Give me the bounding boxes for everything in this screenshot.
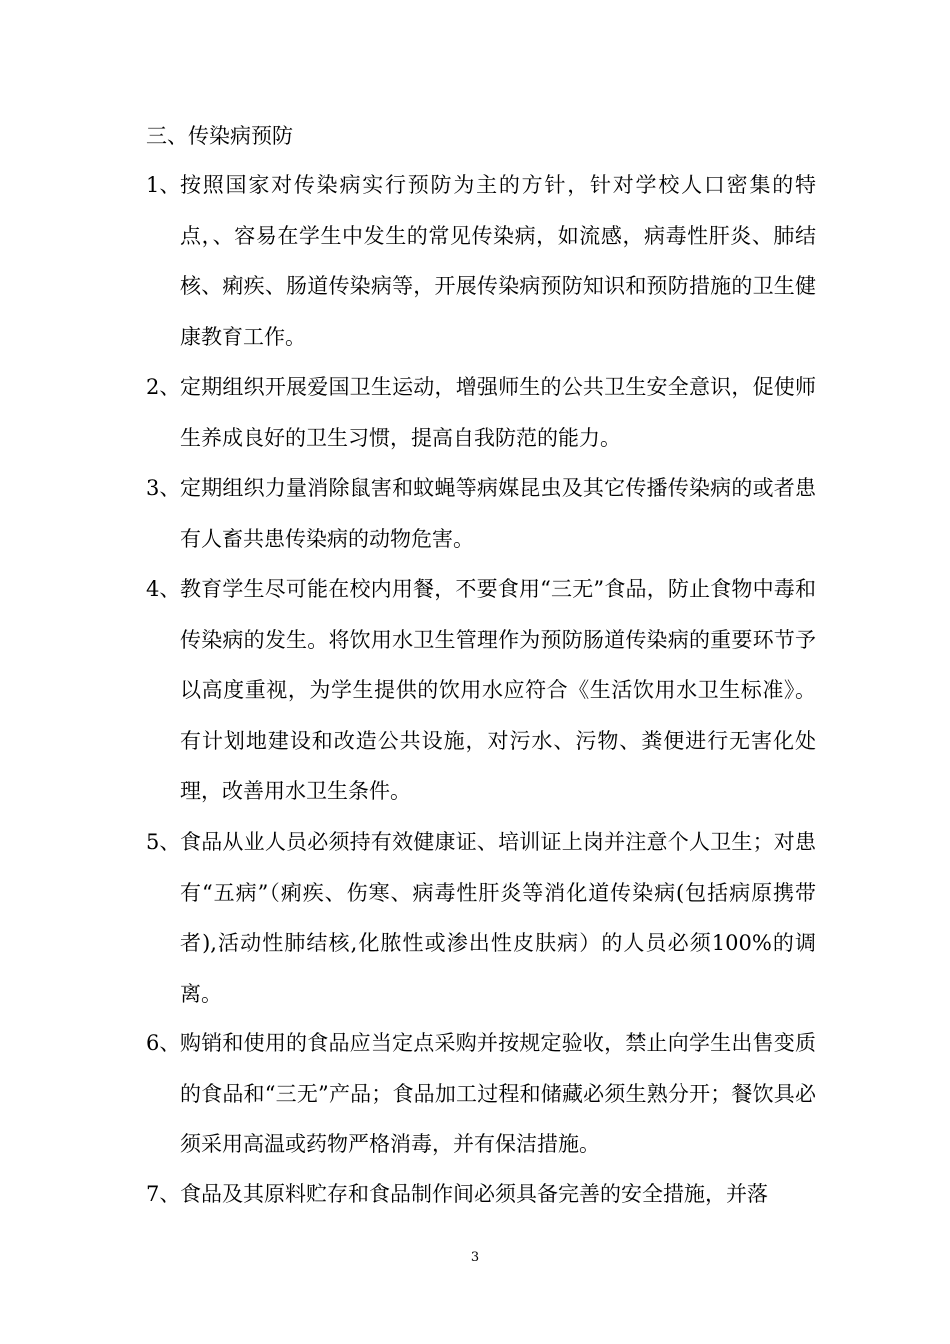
- list-item-number: 2、: [146, 375, 181, 399]
- list-item-number: 4、: [146, 577, 181, 601]
- list-item-text: 食品从业人员必须持有效健康证、培训证上岗并注意个人卫生；对患有“五病”（痢疾、伤寒、病毒性肝炎等消化道传染病(包括病原携带者),活动性肺结核,化脓性或渗出性皮肤病）的人员必须100%的调离。: [180, 830, 816, 1006]
- list-item-7: [146, 1169, 816, 1220]
- list-item-text: 定期组织力量消除鼠害和蚊蝇等病媒昆虫及其它传播传染病的或者患有人畜共患传染病的动物危害。: [180, 476, 816, 551]
- list-item-text: 按照国家对传染病实行预防为主的方针，针对学校人口密集的特点，、容易在学生中发生的常见传染病，如流感，病毒性肝炎、肺结核、痢疾、肠道传染病等，开展传染病预防知识和预防措施的卫生健康教育工作。: [180, 173, 816, 349]
- list-item-text: 定期组织开展爱国卫生运动，增强师生的公共卫生安全意识，促使师生养成良好的卫生习惯，提高自我防范的能力。: [180, 375, 816, 450]
- list-item-text: 购销和使用的食品应当定点采购并按规定验收，禁止向学生出售变质的食品和“三无”产品；食品加工过程和储藏必须生熟分开；餐饮具必须采用高温或药物严格消毒，并有保洁措施。: [180, 1031, 816, 1156]
- list-item-6: [146, 1018, 816, 1170]
- list-item-number: 5、: [146, 830, 181, 854]
- page-number: 3: [470, 1250, 480, 1265]
- list-item-text: 食品及其原料贮存和食品制作间必须具备完善的安全措施，并落: [180, 1182, 768, 1206]
- list-item-2: [146, 362, 816, 463]
- list-item-4: [146, 564, 816, 817]
- list-item-number: 1、: [146, 173, 181, 197]
- list-item-5: [146, 817, 816, 1019]
- list-item-3: [146, 463, 816, 564]
- section-heading: 三、传染病预防: [146, 124, 293, 148]
- list-item-number: 7、: [146, 1182, 181, 1206]
- list-item-text: 教育学生尽可能在校内用餐，不要食用“三无”食品，防止食物中毒和传染病的发生。将饮用水卫生管理作为预防肠道传染病的重要环节予以高度重视，为学生提供的饮用水应符合《生活饮用水卫生标准》。有计划地建设和改造公共设施，对污水、污物、粪便进行无害化处理，改善用水卫生条件。: [180, 577, 816, 803]
- list-item-1: [146, 160, 816, 362]
- list-item-number: 6、: [146, 1031, 181, 1055]
- list-item-number: 3、: [146, 476, 181, 500]
